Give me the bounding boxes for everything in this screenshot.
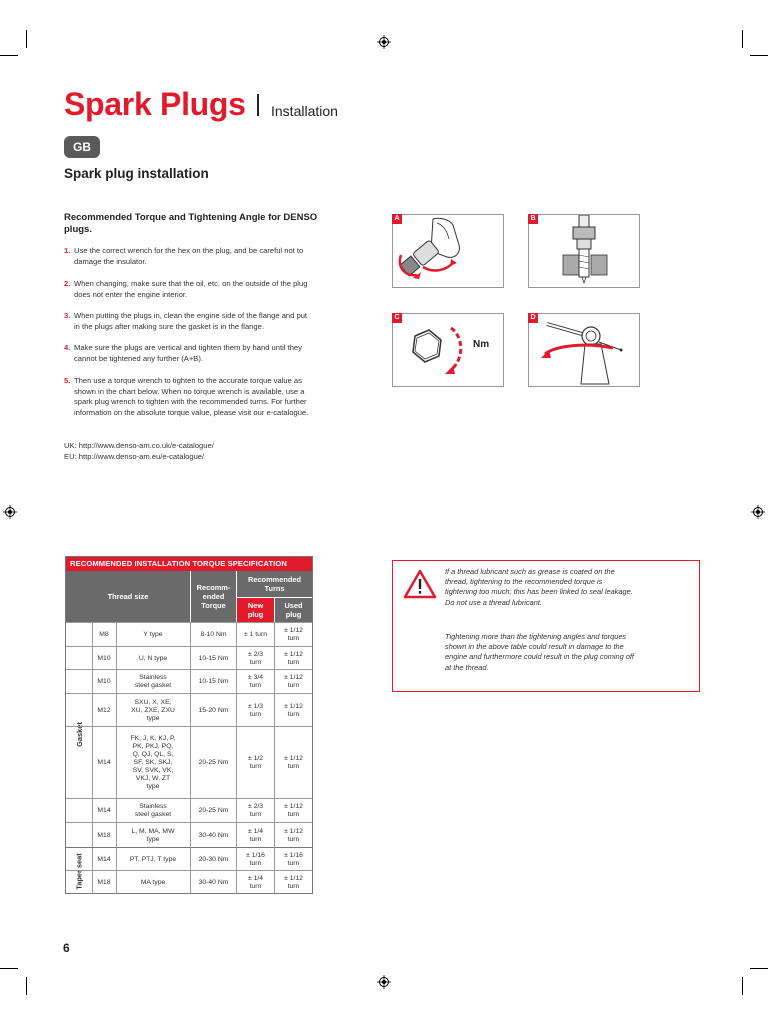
- figure-a: [392, 214, 504, 288]
- table-row: [66, 622, 312, 647]
- table-row: [66, 693, 312, 727]
- cell-used-plug-turns: ± 1/12 turn: [284, 702, 303, 718]
- page-subtitle: Installation: [271, 103, 338, 119]
- cell-new-plug-turns: ± 1/16 turn: [246, 851, 265, 867]
- figure-label: A: [392, 214, 402, 224]
- cell-thread-size: M10: [97, 654, 111, 662]
- step-text: Make sure the plugs are vertical and tighten them by hand until they cannot be tightened any further (A+B).: [74, 343, 302, 363]
- cell-new-plug-turns: ± 1 turn: [244, 631, 267, 638]
- column-header-turns: Recommended Turns: [237, 571, 312, 597]
- cell-plug-type: FK, J, K, KJ, P, PK, PKJ, PQ, Q, QJ, QL, S, SF, SK, SKJ, SV, SVK, VK, VKJ, W, ZT type: [130, 735, 176, 790]
- cell-new-plug-turns: ± 1/3 turn: [247, 702, 264, 718]
- cell-torque: 20-25 Nm: [198, 807, 229, 814]
- cell-thread-size: M18: [97, 831, 111, 839]
- figure-label: C: [392, 313, 402, 323]
- cell-thread-size: M18: [97, 878, 111, 886]
- registration-mark-icon: [3, 505, 17, 519]
- cell-plug-type: Y type: [143, 631, 163, 638]
- cell-new-plug-turns: ± 3/4 turn: [247, 674, 264, 689]
- crop-mark: [26, 30, 27, 48]
- table-row: [66, 669, 312, 694]
- cell-used-plug-turns: ± 1/12 turn: [284, 650, 303, 666]
- step-text: Then use a torque wrench to tighten to the accurate torque value as shown in the chart below. When no torque wrench is available, use a spark plug wrench to tighten with the recommended turns. For further information on the absolute torque value, please visit our e-catalogue.: [74, 376, 309, 417]
- cell-plug-type: SXU, X, XE, XU, ZXE, ZXU type: [131, 698, 175, 722]
- warning-text-lubricant: If a thread lubricant such as grease is coated on the thread, tightening to the recommended torque is tightening too much; this has been linked to seal leakage. Do not use a thread lubricant.: [445, 567, 633, 607]
- cell-used-plug-turns: ± 1/12 turn: [284, 874, 303, 890]
- registration-mark-icon: [377, 35, 391, 49]
- table-row: [66, 847, 312, 871]
- cell-new-plug-turns: ± 2/3 turn: [247, 650, 264, 666]
- cell-used-plug-turns: ± 1/16 turn: [284, 851, 303, 867]
- instructions-heading: Recommended Torque and Tightening Angle for DENSO plugs.: [64, 212, 318, 235]
- column-header-used-plug: Used plug: [275, 598, 312, 622]
- cell-torque: 20-30 Nm: [198, 855, 229, 863]
- instruction-step: [64, 311, 314, 332]
- table-title: RECOMMENDED INSTALLATION TORQUE SPECIFICATION: [66, 557, 312, 571]
- table-gridline: [274, 622, 275, 893]
- crop-mark: [742, 977, 743, 995]
- title-divider: [257, 94, 259, 116]
- cell-used-plug-turns: ± 1/12 turn: [284, 674, 303, 689]
- column-header-new-plug: New plug: [237, 598, 274, 622]
- cell-thread-size: M14: [97, 759, 111, 766]
- cell-torque: 20-25 Nm: [198, 759, 229, 766]
- instruction-step: [64, 376, 314, 418]
- cell-thread-size: M14: [97, 855, 111, 863]
- cell-torque: 10-15 Nm: [198, 678, 229, 685]
- figure-c: [392, 313, 504, 387]
- table-row: [66, 646, 312, 670]
- instruction-step: [64, 343, 314, 364]
- step-text: Use the correct wrench for the hex on the plug, and be careful not to damage the insulator.: [74, 246, 304, 266]
- hand-tighten-illustration-icon: [393, 215, 503, 287]
- cell-torque: 30-40 Nm: [198, 831, 229, 839]
- cell-plug-type: U, N type: [138, 654, 168, 662]
- spark-plug-seated-illustration-icon: [529, 215, 639, 287]
- warning-box: [392, 560, 700, 692]
- cell-thread-size: M12: [97, 706, 111, 714]
- cell-thread-size: M8: [99, 631, 109, 638]
- instruction-step: [64, 246, 314, 267]
- step-text: When putting the plugs in, clean the engine side of the flange and put in the plugs after making sure the gasket is in the flange.: [74, 311, 308, 331]
- table-row: [66, 822, 312, 848]
- cell-new-plug-turns: ± 1/4 turn: [247, 827, 264, 843]
- cell-used-plug-turns: ± 1/12 turn: [284, 827, 303, 843]
- torque-unit-label: Nm: [473, 339, 490, 350]
- step-number: 1.: [64, 246, 71, 255]
- warning-triangle-icon: [403, 569, 437, 599]
- warning-text-overtighten: Tightening more than the tightening angles and torques shown in the above table could result in damage to the engine and furthermore could result in the plug coming off at the thread.: [445, 632, 634, 672]
- cell-torque: 10-15 Nm: [198, 654, 229, 662]
- table-gridline: [116, 622, 117, 893]
- crop-mark: [26, 977, 27, 995]
- figure-d: [528, 313, 640, 387]
- registration-mark-icon: [751, 505, 765, 519]
- table-row: [66, 726, 312, 799]
- column-header-thread-size: Thread size: [66, 571, 190, 622]
- cell-torque: 30-40 Nm: [198, 878, 229, 886]
- instruction-step: [64, 279, 314, 300]
- hex-torque-illustration-icon: [393, 314, 503, 386]
- crop-mark: [750, 968, 768, 969]
- cell-torque: 8-10 Nm: [200, 631, 227, 638]
- step-number: 5.: [64, 376, 71, 385]
- cell-torque: 15-20 Nm: [198, 706, 229, 714]
- section-heading: Spark plug installation: [64, 166, 209, 181]
- group-label-taper-seat: Taper seat: [66, 847, 93, 894]
- catalogue-link-uk[interactable]: UK: http://www.denso-am.co.uk/e-catalogue/: [64, 441, 214, 450]
- cell-used-plug-turns: ± 1/12 turn: [284, 803, 303, 818]
- cell-thread-size: M10: [97, 678, 111, 685]
- cell-new-plug-turns: ± 1/4 turn: [247, 874, 264, 890]
- cell-plug-type: Stainless steel gasket: [134, 803, 172, 818]
- language-badge: GB: [64, 136, 100, 158]
- cell-new-plug-turns: ± 2/3 turn: [247, 803, 264, 818]
- cell-plug-type: L, M, MA, MW type: [131, 827, 175, 843]
- figure-b: [528, 214, 640, 288]
- crop-mark: [750, 55, 768, 56]
- group-label-gasket: Gasket: [66, 622, 93, 847]
- crop-mark: [742, 30, 743, 48]
- table-gridline: [236, 622, 237, 893]
- crop-mark: [0, 55, 18, 56]
- cell-used-plug-turns: ± 1/12 turn: [284, 755, 303, 770]
- cell-plug-type: MA type: [140, 878, 166, 886]
- table-row: [66, 798, 312, 823]
- cell-used-plug-turns: ± 1/12 turn: [284, 627, 303, 642]
- step-number: 2.: [64, 279, 71, 288]
- table-gridline: [190, 622, 191, 893]
- figure-label: D: [528, 313, 538, 323]
- figure-label: B: [528, 214, 538, 224]
- page-number: 6: [63, 941, 70, 955]
- column-header-torque: Recomm- ended Torque: [191, 571, 236, 622]
- page-title: Spark Plugs: [64, 86, 246, 122]
- cell-plug-type: PT, PTJ, T type: [129, 855, 177, 863]
- table-row: [66, 870, 312, 894]
- cell-new-plug-turns: ± 1/2 turn: [247, 755, 264, 770]
- torque-wrench-illustration-icon: [529, 314, 639, 386]
- step-text: When changing, make sure that the oil, etc. on the outside of the plug does not enter the engine interior.: [74, 279, 308, 299]
- cell-thread-size: M14: [97, 807, 111, 814]
- catalogue-link-eu[interactable]: EU: http://www.denso-am.eu/e-catalogue/: [64, 452, 205, 461]
- step-number: 3.: [64, 311, 71, 320]
- cell-plug-type: Stainless steel gasket: [134, 674, 172, 689]
- crop-mark: [0, 968, 18, 969]
- torque-spec-table: [65, 556, 313, 894]
- step-number: 4.: [64, 343, 71, 352]
- registration-mark-icon: [377, 975, 391, 989]
